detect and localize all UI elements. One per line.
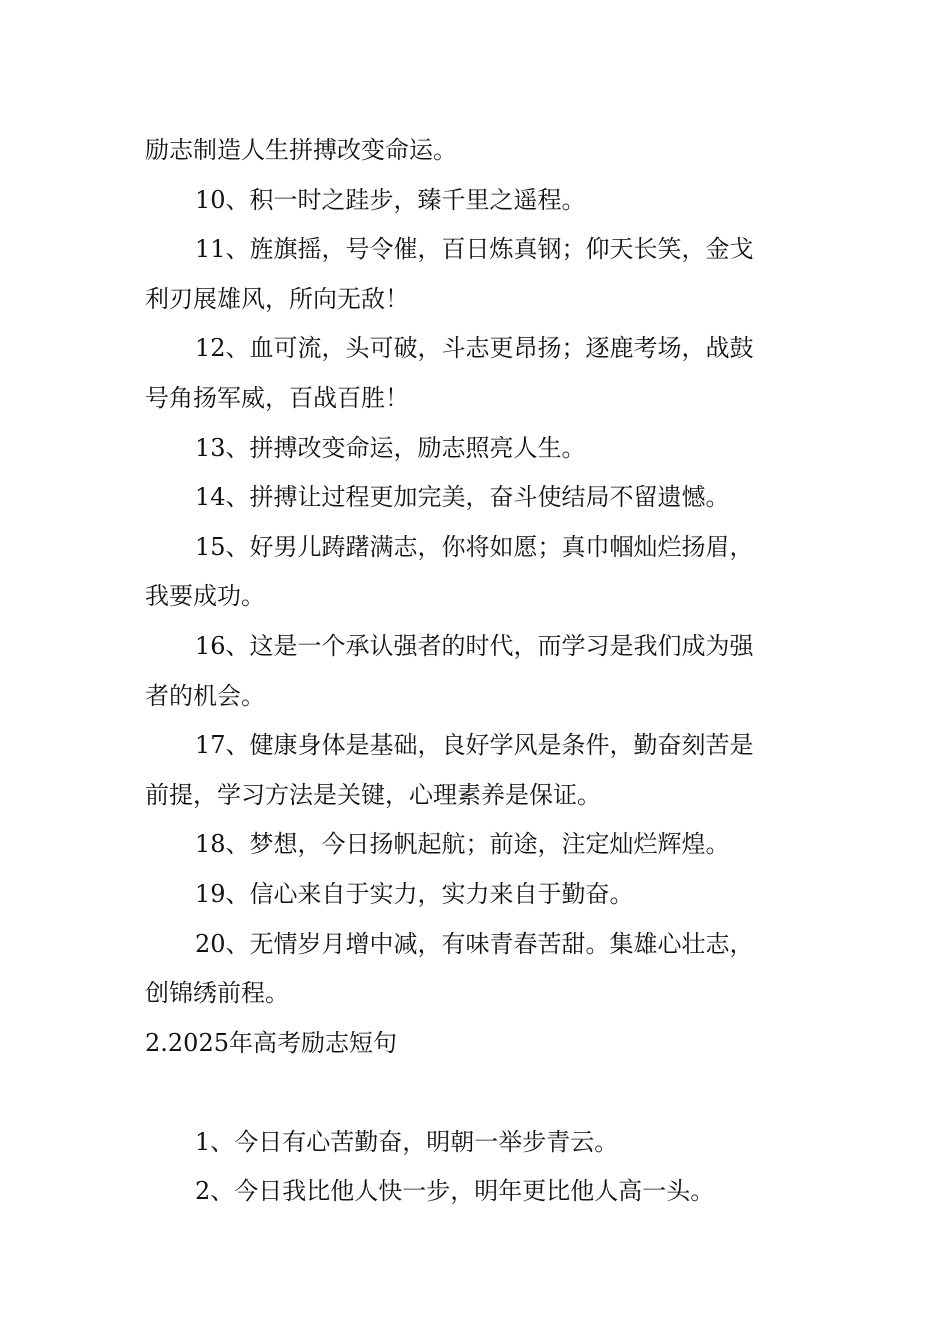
text-line: 12、血可流，头可破，斗志更昂扬；逐鹿考场，战鼓 [195, 334, 754, 363]
text-line: 者的机会。 [145, 681, 265, 710]
text-line: 14、拼搏让过程更加完美，奋斗使结局不留遗憾。 [195, 483, 730, 512]
text-line: 13、拼搏改变命运，励志照亮人生。 [195, 433, 586, 462]
text-line: 18、梦想，今日扬帆起航；前途，注定灿烂辉煌。 [195, 830, 730, 859]
document-body [145, 126, 810, 1217]
text-line: 10、积一时之跬步，臻千里之遥程。 [195, 185, 586, 214]
text-line: 16、这是一个承认强者的时代，而学习是我们成为强 [195, 631, 754, 660]
text-line: 19、信心来自于实力，实力来自于勤奋。 [195, 879, 634, 908]
text-line: 前提，学习方法是关键，心理素养是保证。 [145, 780, 601, 809]
text-line: 17、健康身体是基础，良好学风是条件，勤奋刻苦是 [195, 731, 754, 760]
text-line: 1、今日有心苦勤奋，明朝一举步青云。 [195, 1127, 619, 1156]
text-line: 创锦绣前程。 [145, 979, 289, 1008]
text-line: 11、旌旗摇，号令催，百日炼真钢；仰天长笑，金戈 [195, 235, 754, 264]
text-line: 利刃展雄风，所向无敌！ [145, 284, 409, 313]
text-line: 我要成功。 [145, 582, 265, 611]
text-line: 15、好男儿踌躇满志，你将如愿；真巾帼灿烂扬眉， [195, 532, 754, 561]
text-line: 20、无情岁月增中减，有味青春苦甜。集雄心壮志， [195, 929, 754, 958]
text-line: 号角扬军威，百战百胜！ [145, 383, 409, 412]
section-heading: 2.2025年高考励志短句 [145, 1028, 397, 1057]
text-line: 励志制造人生拼搏改变命运。 [145, 136, 457, 164]
blank-line [145, 1068, 810, 1118]
text-line: 2、今日我比他人快一步，明年更比他人高一头。 [195, 1177, 715, 1206]
